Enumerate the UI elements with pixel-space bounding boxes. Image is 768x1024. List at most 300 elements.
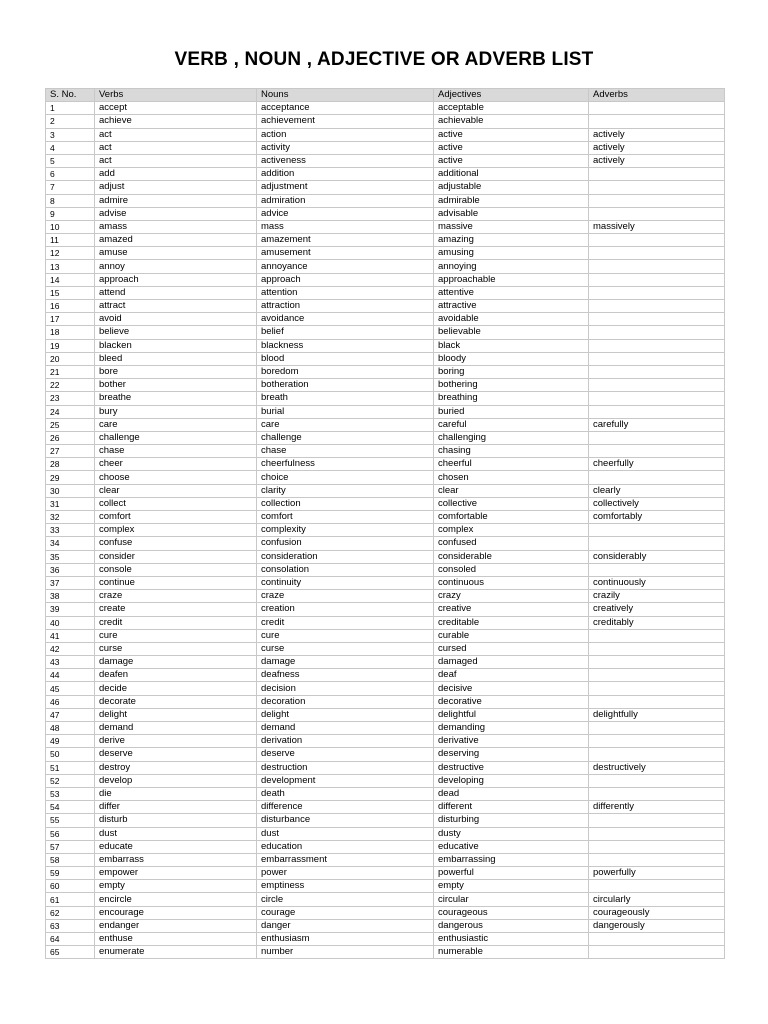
cell-noun: care bbox=[257, 418, 434, 431]
table-row bbox=[46, 379, 725, 392]
cell-adverb: comfortably bbox=[589, 511, 725, 524]
cell-adverb: destructively bbox=[589, 761, 725, 774]
cell-adjective: acceptable bbox=[434, 102, 589, 115]
cell-adverb bbox=[589, 827, 725, 840]
cell-sno: 45 bbox=[46, 682, 95, 695]
table-row bbox=[46, 563, 725, 576]
cell-adverb bbox=[589, 642, 725, 655]
cell-adverb bbox=[589, 300, 725, 313]
cell-verb: breathe bbox=[95, 392, 257, 405]
cell-sno: 31 bbox=[46, 497, 95, 510]
cell-verb: comfort bbox=[95, 511, 257, 524]
cell-noun: curse bbox=[257, 642, 434, 655]
cell-sno: 1 bbox=[46, 102, 95, 115]
cell-noun: addition bbox=[257, 168, 434, 181]
cell-noun: deafness bbox=[257, 669, 434, 682]
cell-noun: blood bbox=[257, 352, 434, 365]
cell-adverb bbox=[589, 102, 725, 115]
table-row bbox=[46, 141, 725, 154]
table-row bbox=[46, 300, 725, 313]
cell-sno: 36 bbox=[46, 563, 95, 576]
table-row bbox=[46, 234, 725, 247]
cell-sno: 19 bbox=[46, 339, 95, 352]
cell-noun: adjustment bbox=[257, 181, 434, 194]
cell-verb: die bbox=[95, 787, 257, 800]
cell-sno: 51 bbox=[46, 761, 95, 774]
table-row bbox=[46, 220, 725, 233]
table-row bbox=[46, 695, 725, 708]
cell-noun: decision bbox=[257, 682, 434, 695]
cell-verb: cheer bbox=[95, 458, 257, 471]
cell-sno: 33 bbox=[46, 524, 95, 537]
table-row bbox=[46, 181, 725, 194]
cell-adjective: derivative bbox=[434, 735, 589, 748]
cell-adjective: comfortable bbox=[434, 511, 589, 524]
cell-noun: choice bbox=[257, 471, 434, 484]
cell-adverb bbox=[589, 168, 725, 181]
cell-verb: clear bbox=[95, 484, 257, 497]
table-row bbox=[46, 260, 725, 273]
cell-adverb bbox=[589, 946, 725, 959]
cell-noun: collection bbox=[257, 497, 434, 510]
cell-noun: amazement bbox=[257, 234, 434, 247]
cell-verb: delight bbox=[95, 708, 257, 721]
cell-noun: avoidance bbox=[257, 313, 434, 326]
cell-sno: 56 bbox=[46, 827, 95, 840]
cell-adverb bbox=[589, 431, 725, 444]
table-row bbox=[46, 524, 725, 537]
cell-sno: 3 bbox=[46, 128, 95, 141]
cell-sno: 37 bbox=[46, 576, 95, 589]
table-row bbox=[46, 642, 725, 655]
cell-adjective: complex bbox=[434, 524, 589, 537]
cell-adjective: dangerous bbox=[434, 919, 589, 932]
cell-adjective: empty bbox=[434, 880, 589, 893]
cell-sno: 62 bbox=[46, 906, 95, 919]
cell-verb: console bbox=[95, 563, 257, 576]
cell-adverb bbox=[589, 787, 725, 800]
cell-adjective: bloody bbox=[434, 352, 589, 365]
cell-noun: emptiness bbox=[257, 880, 434, 893]
cell-verb: cure bbox=[95, 629, 257, 642]
cell-verb: decorate bbox=[95, 695, 257, 708]
cell-noun: clarity bbox=[257, 484, 434, 497]
cell-sno: 27 bbox=[46, 445, 95, 458]
cell-adjective: consoled bbox=[434, 563, 589, 576]
table-body bbox=[46, 102, 725, 959]
cell-sno: 23 bbox=[46, 392, 95, 405]
cell-noun: dust bbox=[257, 827, 434, 840]
cell-noun: advice bbox=[257, 207, 434, 220]
cell-verb: add bbox=[95, 168, 257, 181]
cell-adjective: annoying bbox=[434, 260, 589, 273]
table-header bbox=[46, 89, 725, 102]
cell-adverb bbox=[589, 656, 725, 669]
cell-verb: advise bbox=[95, 207, 257, 220]
cell-noun: consideration bbox=[257, 550, 434, 563]
table-row bbox=[46, 840, 725, 853]
cell-adverb bbox=[589, 537, 725, 550]
cell-adverb bbox=[589, 405, 725, 418]
cell-verb: adjust bbox=[95, 181, 257, 194]
cell-sno: 21 bbox=[46, 365, 95, 378]
cell-verb: curse bbox=[95, 642, 257, 655]
cell-noun: derivation bbox=[257, 735, 434, 748]
cell-verb: care bbox=[95, 418, 257, 431]
cell-verb: amazed bbox=[95, 234, 257, 247]
cell-sno: 59 bbox=[46, 867, 95, 880]
cell-verb: bleed bbox=[95, 352, 257, 365]
cell-noun: circle bbox=[257, 893, 434, 906]
cell-sno: 13 bbox=[46, 260, 95, 273]
cell-sno: 18 bbox=[46, 326, 95, 339]
cell-noun: credit bbox=[257, 616, 434, 629]
cell-adjective: believable bbox=[434, 326, 589, 339]
cell-noun: number bbox=[257, 946, 434, 959]
cell-verb: endanger bbox=[95, 919, 257, 932]
cell-sno: 32 bbox=[46, 511, 95, 524]
cell-adverb: differently bbox=[589, 801, 725, 814]
cell-adjective: black bbox=[434, 339, 589, 352]
cell-verb: deafen bbox=[95, 669, 257, 682]
cell-sno: 39 bbox=[46, 603, 95, 616]
cell-adjective: active bbox=[434, 154, 589, 167]
cell-adverb bbox=[589, 273, 725, 286]
cell-adverb: actively bbox=[589, 154, 725, 167]
cell-adverb: clearly bbox=[589, 484, 725, 497]
cell-noun: continuity bbox=[257, 576, 434, 589]
cell-adjective: collective bbox=[434, 497, 589, 510]
cell-adjective: cursed bbox=[434, 642, 589, 655]
cell-sno: 50 bbox=[46, 748, 95, 761]
cell-noun: education bbox=[257, 840, 434, 853]
cell-noun: attraction bbox=[257, 300, 434, 313]
cell-adjective: achievable bbox=[434, 115, 589, 128]
cell-verb: encircle bbox=[95, 893, 257, 906]
cell-noun: admiration bbox=[257, 194, 434, 207]
cell-sno: 4 bbox=[46, 141, 95, 154]
cell-adverb bbox=[589, 194, 725, 207]
cell-noun: death bbox=[257, 787, 434, 800]
table-row bbox=[46, 286, 725, 299]
cell-sno: 57 bbox=[46, 840, 95, 853]
cell-verb: embarrass bbox=[95, 853, 257, 866]
cell-adverb bbox=[589, 471, 725, 484]
cell-adjective: clear bbox=[434, 484, 589, 497]
cell-sno: 47 bbox=[46, 708, 95, 721]
table-row bbox=[46, 761, 725, 774]
cell-verb: develop bbox=[95, 774, 257, 787]
cell-adjective: massive bbox=[434, 220, 589, 233]
cell-verb: approach bbox=[95, 273, 257, 286]
table-row bbox=[46, 867, 725, 880]
cell-verb: act bbox=[95, 141, 257, 154]
cell-noun: development bbox=[257, 774, 434, 787]
cell-verb: bother bbox=[95, 379, 257, 392]
header-sno: S. No. bbox=[46, 89, 95, 102]
cell-sno: 46 bbox=[46, 695, 95, 708]
table-row bbox=[46, 365, 725, 378]
table-row bbox=[46, 273, 725, 286]
cell-verb: craze bbox=[95, 590, 257, 603]
cell-sno: 16 bbox=[46, 300, 95, 313]
cell-noun: boredom bbox=[257, 365, 434, 378]
cell-verb: chase bbox=[95, 445, 257, 458]
cell-adverb: courageously bbox=[589, 906, 725, 919]
cell-adjective: confused bbox=[434, 537, 589, 550]
word-list-table bbox=[45, 88, 725, 959]
table-row bbox=[46, 194, 725, 207]
cell-verb: attend bbox=[95, 286, 257, 299]
cell-sno: 35 bbox=[46, 550, 95, 563]
cell-noun: challenge bbox=[257, 431, 434, 444]
cell-verb: demand bbox=[95, 722, 257, 735]
table-row bbox=[46, 946, 725, 959]
cell-verb: avoid bbox=[95, 313, 257, 326]
table-row bbox=[46, 154, 725, 167]
table-row bbox=[46, 748, 725, 761]
cell-adjective: careful bbox=[434, 418, 589, 431]
cell-sno: 20 bbox=[46, 352, 95, 365]
cell-adverb bbox=[589, 853, 725, 866]
header-adverbs: Adverbs bbox=[589, 89, 725, 102]
cell-adjective: continuous bbox=[434, 576, 589, 589]
cell-verb: collect bbox=[95, 497, 257, 510]
table-row bbox=[46, 537, 725, 550]
table-row bbox=[46, 603, 725, 616]
cell-verb: empower bbox=[95, 867, 257, 880]
cell-adjective: circular bbox=[434, 893, 589, 906]
cell-verb: educate bbox=[95, 840, 257, 853]
cell-adjective: deserving bbox=[434, 748, 589, 761]
cell-noun: complexity bbox=[257, 524, 434, 537]
cell-adjective: disturbing bbox=[434, 814, 589, 827]
cell-verb: accept bbox=[95, 102, 257, 115]
cell-verb: create bbox=[95, 603, 257, 616]
table-row bbox=[46, 708, 725, 721]
cell-sno: 10 bbox=[46, 220, 95, 233]
table-row bbox=[46, 933, 725, 946]
cell-verb: act bbox=[95, 154, 257, 167]
cell-adjective: creative bbox=[434, 603, 589, 616]
cell-adjective: amazing bbox=[434, 234, 589, 247]
cell-noun: botheration bbox=[257, 379, 434, 392]
cell-adverb bbox=[589, 563, 725, 576]
cell-adjective: considerable bbox=[434, 550, 589, 563]
cell-sno: 17 bbox=[46, 313, 95, 326]
cell-verb: destroy bbox=[95, 761, 257, 774]
cell-sno: 65 bbox=[46, 946, 95, 959]
header-nouns: Nouns bbox=[257, 89, 434, 102]
cell-sno: 40 bbox=[46, 616, 95, 629]
table-row bbox=[46, 484, 725, 497]
cell-adjective: damaged bbox=[434, 656, 589, 669]
cell-sno: 44 bbox=[46, 669, 95, 682]
cell-sno: 58 bbox=[46, 853, 95, 866]
cell-noun: embarrassment bbox=[257, 853, 434, 866]
cell-adjective: avoidable bbox=[434, 313, 589, 326]
cell-adverb bbox=[589, 313, 725, 326]
cell-noun: destruction bbox=[257, 761, 434, 774]
table-row bbox=[46, 853, 725, 866]
cell-adjective: chasing bbox=[434, 445, 589, 458]
cell-noun: disturbance bbox=[257, 814, 434, 827]
cell-adverb bbox=[589, 840, 725, 853]
cell-sno: 38 bbox=[46, 590, 95, 603]
cell-sno: 61 bbox=[46, 893, 95, 906]
cell-adverb: massively bbox=[589, 220, 725, 233]
cell-adjective: educative bbox=[434, 840, 589, 853]
cell-noun: confusion bbox=[257, 537, 434, 550]
cell-noun: power bbox=[257, 867, 434, 880]
cell-adverb bbox=[589, 735, 725, 748]
cell-noun: amusement bbox=[257, 247, 434, 260]
cell-sno: 30 bbox=[46, 484, 95, 497]
cell-sno: 8 bbox=[46, 194, 95, 207]
cell-sno: 5 bbox=[46, 154, 95, 167]
cell-noun: decoration bbox=[257, 695, 434, 708]
cell-adverb bbox=[589, 774, 725, 787]
cell-verb: bury bbox=[95, 405, 257, 418]
cell-verb: consider bbox=[95, 550, 257, 563]
cell-sno: 60 bbox=[46, 880, 95, 893]
cell-sno: 52 bbox=[46, 774, 95, 787]
cell-adverb bbox=[589, 365, 725, 378]
cell-sno: 7 bbox=[46, 181, 95, 194]
cell-verb: blacken bbox=[95, 339, 257, 352]
cell-adverb bbox=[589, 722, 725, 735]
cell-adjective: attentive bbox=[434, 286, 589, 299]
header-adjectives: Adjectives bbox=[434, 89, 589, 102]
table-row bbox=[46, 471, 725, 484]
cell-adjective: approachable bbox=[434, 273, 589, 286]
cell-adverb bbox=[589, 695, 725, 708]
cell-noun: delight bbox=[257, 708, 434, 721]
cell-noun: difference bbox=[257, 801, 434, 814]
cell-adverb: actively bbox=[589, 141, 725, 154]
cell-adjective: active bbox=[434, 141, 589, 154]
cell-adjective: adjustable bbox=[434, 181, 589, 194]
cell-noun: action bbox=[257, 128, 434, 141]
cell-sno: 49 bbox=[46, 735, 95, 748]
cell-noun: annoyance bbox=[257, 260, 434, 273]
cell-adjective: embarrassing bbox=[434, 853, 589, 866]
cell-adverb: continuously bbox=[589, 576, 725, 589]
cell-noun: damage bbox=[257, 656, 434, 669]
cell-noun: blackness bbox=[257, 339, 434, 352]
cell-noun: courage bbox=[257, 906, 434, 919]
cell-adjective: destructive bbox=[434, 761, 589, 774]
cell-adverb: delightfully bbox=[589, 708, 725, 721]
page-title: VERB , NOUN , ADJECTIVE OR ADVERB LIST bbox=[174, 49, 594, 70]
table-row bbox=[46, 445, 725, 458]
cell-verb: enumerate bbox=[95, 946, 257, 959]
cell-adjective: creditable bbox=[434, 616, 589, 629]
table-row bbox=[46, 405, 725, 418]
cell-adverb: creatively bbox=[589, 603, 725, 616]
cell-sno: 64 bbox=[46, 933, 95, 946]
cell-adverb bbox=[589, 247, 725, 260]
table-row bbox=[46, 458, 725, 471]
table-row bbox=[46, 801, 725, 814]
cell-adjective: active bbox=[434, 128, 589, 141]
cell-noun: acceptance bbox=[257, 102, 434, 115]
cell-adjective: crazy bbox=[434, 590, 589, 603]
table-row bbox=[46, 247, 725, 260]
cell-adverb bbox=[589, 392, 725, 405]
cell-adverb: carefully bbox=[589, 418, 725, 431]
cell-sno: 11 bbox=[46, 234, 95, 247]
table-row bbox=[46, 590, 725, 603]
table-row bbox=[46, 313, 725, 326]
cell-adverb bbox=[589, 181, 725, 194]
cell-sno: 26 bbox=[46, 431, 95, 444]
table-row bbox=[46, 102, 725, 115]
table-row bbox=[46, 827, 725, 840]
cell-adjective: numerable bbox=[434, 946, 589, 959]
cell-adverb bbox=[589, 629, 725, 642]
cell-adverb bbox=[589, 234, 725, 247]
table-row bbox=[46, 656, 725, 669]
cell-sno: 14 bbox=[46, 273, 95, 286]
cell-adjective: developing bbox=[434, 774, 589, 787]
cell-noun: belief bbox=[257, 326, 434, 339]
cell-adjective: delightful bbox=[434, 708, 589, 721]
cell-sno: 25 bbox=[46, 418, 95, 431]
cell-adjective: curable bbox=[434, 629, 589, 642]
cell-verb: believe bbox=[95, 326, 257, 339]
cell-sno: 12 bbox=[46, 247, 95, 260]
header-row bbox=[46, 89, 725, 102]
cell-adverb bbox=[589, 933, 725, 946]
cell-verb: empty bbox=[95, 880, 257, 893]
cell-verb: dust bbox=[95, 827, 257, 840]
cell-adjective: demanding bbox=[434, 722, 589, 735]
table-row bbox=[46, 682, 725, 695]
cell-noun: consolation bbox=[257, 563, 434, 576]
cell-noun: approach bbox=[257, 273, 434, 286]
cell-adjective: decorative bbox=[434, 695, 589, 708]
cell-verb: derive bbox=[95, 735, 257, 748]
table-row bbox=[46, 616, 725, 629]
cell-adjective: additional bbox=[434, 168, 589, 181]
cell-adverb bbox=[589, 379, 725, 392]
cell-verb: enthuse bbox=[95, 933, 257, 946]
table-row bbox=[46, 115, 725, 128]
cell-sno: 28 bbox=[46, 458, 95, 471]
table-row bbox=[46, 893, 725, 906]
cell-verb: choose bbox=[95, 471, 257, 484]
cell-adverb: crazily bbox=[589, 590, 725, 603]
cell-adverb: actively bbox=[589, 128, 725, 141]
cell-adjective: enthusiastic bbox=[434, 933, 589, 946]
cell-noun: chase bbox=[257, 445, 434, 458]
table-row bbox=[46, 906, 725, 919]
cell-verb: deserve bbox=[95, 748, 257, 761]
cell-adverb bbox=[589, 748, 725, 761]
cell-noun: enthusiasm bbox=[257, 933, 434, 946]
cell-adjective: bothering bbox=[434, 379, 589, 392]
cell-adverb: considerably bbox=[589, 550, 725, 563]
table-row bbox=[46, 735, 725, 748]
cell-sno: 41 bbox=[46, 629, 95, 642]
table-row bbox=[46, 128, 725, 141]
cell-verb: damage bbox=[95, 656, 257, 669]
cell-adverb: collectively bbox=[589, 497, 725, 510]
cell-noun: activity bbox=[257, 141, 434, 154]
cell-sno: 15 bbox=[46, 286, 95, 299]
table-row bbox=[46, 576, 725, 589]
